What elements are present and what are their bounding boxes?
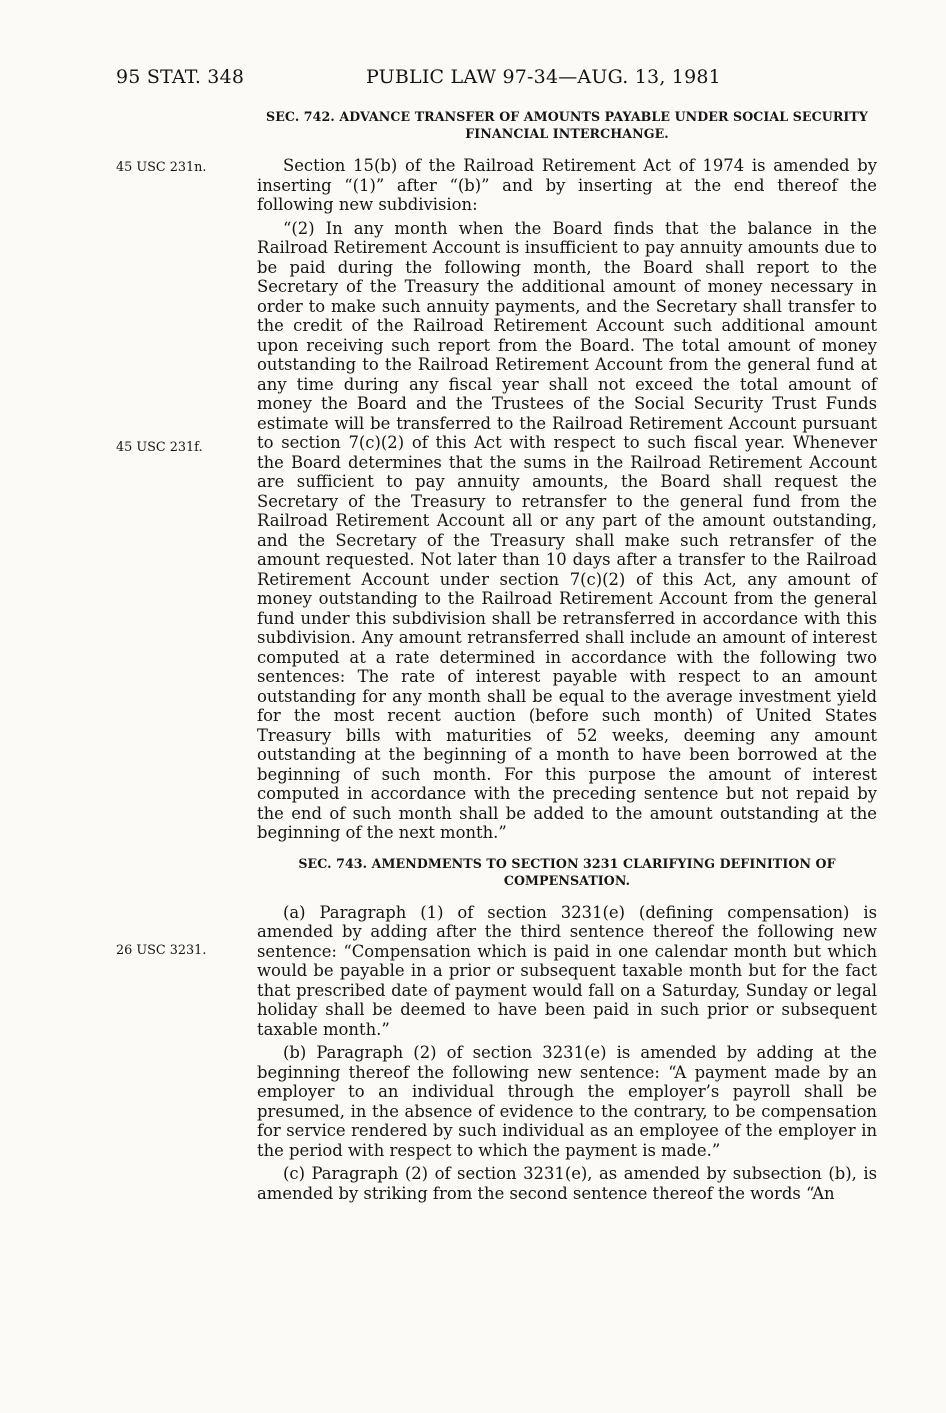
running-header: PUBLIC LAW 97-34—AUG. 13, 1981	[366, 66, 721, 88]
section-743-heading: SEC. 743. AMENDMENTS TO SECTION 3231 CLARIFYING DEFINITION OF COMPENSATION.	[298, 855, 836, 888]
margin-note-231f: 45 USC 231f.	[116, 440, 203, 455]
margin-note-3231: 26 USC 3231.	[116, 943, 207, 958]
section-743-paragraph-a: (a) Paragraph (1) of section 3231(e) (defining compensation) is amended by adding after the third sentence thereof the following new sentence: “Compensation which is paid in one calendar month but which would be payable in a prior or subsequent taxable month but for the fact that prescribed date of payment would fall on a Saturday, Sunday or legal holiday shall be deemed to have been paid in such prior or subsequent taxable month.”	[257, 902, 877, 1039]
margin-note-231n: 45 USC 231n.	[116, 160, 207, 175]
section-742-paragraph-2: “(2) In any month when the Board finds that the balance in the Railroad Retirement Account is insufficient to pay annuity amounts due to be paid during the following month, the Board shall report to the Secretary of the Treasury the additional amount of money necessary in order to make such annuity payments, and the Secretary shall transfer to the credit of the Railroad Retirement Account such additional amount upon receiving such report from the Board. The total amount of money outstanding to the Railroad Retirement Account from the general fund at any time during any fiscal year shall not exceed the total amount of money the Board and the Trustees of the Social Security Trust Funds estimate will be transferred to the Railroad Retirement Account pursuant to section 7(c)(2) of this Act with respect to such fiscal year. Whenever the Board determines that the sums in the Railroad Retirement Account are sufficient to pay annuity amounts, the Board shall request the Secretary of the Treasury to retransfer to the general fund from the Railroad Retirement Account all or any part of the amount outstanding, and the Secretary of the Treasury shall make such retransfer of the amount requested. Not later than 10 days after a transfer to the Railroad Retirement Account under section 7(c)(2) of this Act, any amount of money outstanding to the Railroad Retirement Account from the general fund under this subdivision shall be retransferred in accordance with this subdivision. Any amount retransferred shall include an amount of interest computed at a rate determined in accordance with the following two sentences: The rate of interest payable with respect to an amount outstanding for any month shall be equal to the average investment yield for the most recent auction (before such month) of United States Treasury bills with maturities of 52 weeks, deeming any amount outstanding at the beginning of a month to have been borrowed at the beginning of such month. For this purpose the amount of interest computed in accordance with the preceding sentence but not repaid by the end of such month shall be added to the amount outstanding at the beginning of the next month.”	[257, 218, 877, 842]
section-743-paragraph-b: (b) Paragraph (2) of section 3231(e) is amended by adding at the beginning thereof the following new sentence: “A payment made by an employer to an individual through the employer’s payroll shall be presumed, in the absence of evidence to the contrary, to be compensation for service rendered by such individual as an employee of the employer in the period with respect to which the payment is made.”	[257, 1043, 877, 1160]
section-742-paragraph-1: Section 15(b) of the Railroad Retirement Act of 1974 is amended by inserting “(1)” after “(b)” and by inserting at the end thereof the following new subdivision:	[257, 156, 877, 214]
section-742-heading: SEC. 742. ADVANCE TRANSFER OF AMOUNTS PAYABLE UNDER SOCIAL SECURITY FINANCIAL INTERCHANGE.	[266, 109, 868, 141]
page-citation: 95 STAT. 348	[116, 66, 245, 88]
section-743-paragraph-c: (c) Paragraph (2) of section 3231(e), as amended by subsection (b), is amended by striking from the second sentence thereof the words “An	[257, 1164, 877, 1203]
main-text-column	[257, 108, 877, 1203]
